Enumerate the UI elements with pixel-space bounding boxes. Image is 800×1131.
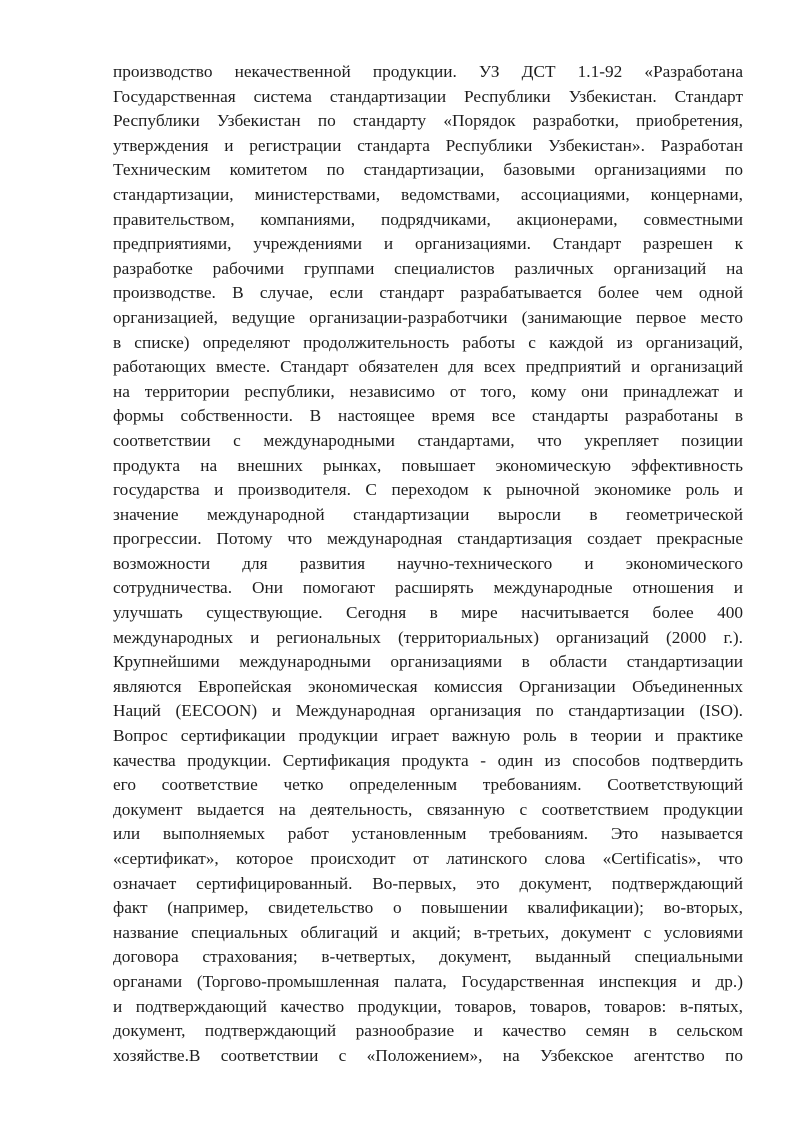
text-line: документ, подтверждающий разнообразие и качество семян в сельском (113, 1021, 743, 1041)
text-line: производство некачественной продукции. УЗ ДСТ 1.1-92 «Разработана (113, 62, 743, 81)
text-line: организацией, ведущие организации-разработчики (занимающие первое место (113, 307, 743, 327)
text-line: значение международной стандартизации выросли в геометрической (113, 504, 743, 524)
text-line: производстве. В случае, если стандарт разрабатывается более чем одной (113, 283, 743, 303)
text-line: улучшать существующие. Сегодня в мире насчитывается более 400 (113, 603, 743, 623)
text-line: и подтверждающий качество продукции, товаров, товаров, товаров: в-пятых, (113, 996, 743, 1016)
text-line: в списке) определяют продолжительность работы с каждой из организаций, (113, 332, 743, 352)
text-line: стандартизации, министерствами, ведомствами, ассоциациями, концернами, (113, 184, 743, 204)
text-line: на территории республики, независимо от того, кому они принадлежат и (113, 381, 743, 401)
text-line: прогрессии. Потому что международная стандартизация создает прекрасные (113, 529, 743, 549)
text-line: правительством, компаниями, подрядчиками, акционерами, совместными (113, 209, 743, 229)
text-line: факт (например, свидетельство о повышении квалификации); во-вторых, (113, 898, 743, 918)
text-line: утверждения и регистрации стандарта Республики Узбекистан». Разработан (113, 135, 743, 155)
text-line: хозяйстве.В соответствии с «Положением», на Узбекское агентство по (113, 1045, 743, 1065)
text-line: органами (Торгово-промышленная палата, Государственная инспекция и др.) (113, 971, 743, 991)
text-line: «сертификат», которое происходит от латинского слова «Certificatis», что (113, 849, 743, 868)
text-line: государства и производителя. С переходом к рыночной экономике роль и (113, 480, 743, 500)
text-line: Государственная система стандартизации Республики Узбекистан. Стандарт (113, 86, 743, 106)
text-line: работающих вместе. Стандарт обязателен для всех предприятий и организаций (113, 357, 743, 377)
text-line: его соответствие четко определенным требованиям. Соответствующий (113, 775, 743, 795)
text-line: предприятиями, учреждениями и организациями. Стандарт разрешен к (113, 234, 743, 254)
text-line: Техническим комитетом по стандартизации, базовыми организациями по (113, 160, 743, 180)
text-line: соответствии с международными стандартами, что укрепляет позиции (113, 430, 743, 450)
text-line: Крупнейшими международными организациями в области стандартизации (113, 652, 743, 672)
text-line: разработке рабочими группами специалистов различных организаций на (113, 258, 743, 278)
text-line: сотрудничества. Они помогают расширять международные отношения и (113, 578, 743, 598)
text-line: договора страхования; в-четвертых, документ, выданный специальными (113, 947, 743, 967)
text-line: международных и региональных (территориальных) организаций (2000 г.). (113, 627, 743, 647)
text-line: документ выдается на деятельность, связанную с соответствием продукции (113, 799, 743, 819)
text-line: качества продукции. Сертификация продукта - один из способов подтвердить (113, 750, 743, 770)
text-line: Наций (EECOON) и Международная организация по стандартизации (ISO). (113, 701, 743, 721)
text-line: означает сертифицированный. Во-первых, это документ, подтверждающий (113, 873, 743, 893)
text-line: Республики Узбекистан по стандарту «Порядок разработки, приобретения, (113, 111, 743, 131)
body-text (113, 60, 743, 1068)
text-line: являются Европейская экономическая комиссия Организации Объединенных (113, 676, 743, 696)
text-line: возможности для развития научно-технического и экономического (113, 553, 743, 573)
text-line: продукта на внешних рынках, повышает экономическую эффективность (113, 455, 743, 475)
text-line: или выполняемых работ установленным требованиям. Это называется (113, 824, 743, 844)
text-line: название специальных облигаций и акций; в-третьих, документ с условиями (113, 922, 743, 942)
text-line: Вопрос сертификации продукции играет важную роль в теории и практике (113, 726, 743, 746)
text-line: формы собственности. В настоящее время все стандарты разработаны в (113, 406, 743, 426)
